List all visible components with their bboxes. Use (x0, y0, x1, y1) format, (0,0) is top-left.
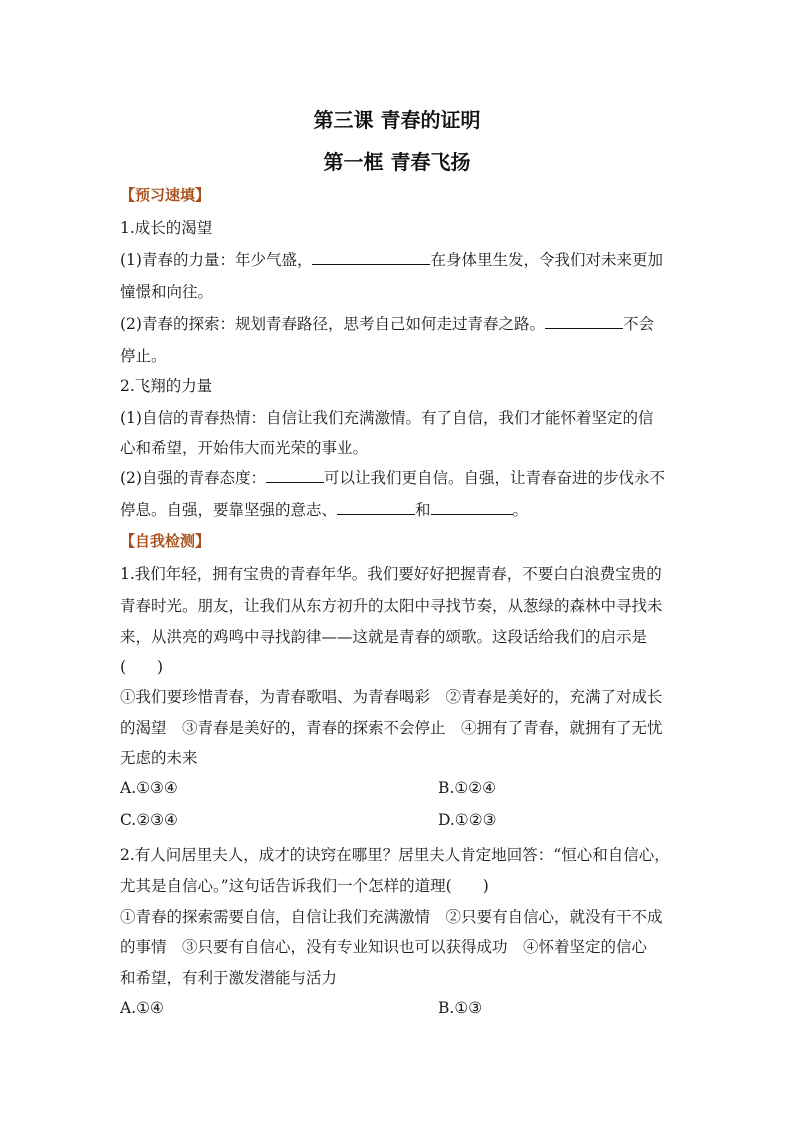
statement-line: ①我们要珍惜青春，为青春歌唱、为青春喝彩 ②青春是美好的，充满了对成长 (120, 688, 663, 706)
preview-line: 憧憬和向往。 (120, 283, 214, 301)
option-b[interactable]: B.①③ (438, 999, 483, 1017)
self-check-heading: 【自我检测】 (120, 532, 211, 550)
question-line: 2.有人问居里夫人，成才的诀窍在哪里？居里夫人肯定地回答：“恒心和自信心， (120, 846, 670, 864)
preview-text: 不会 (622, 315, 654, 333)
question-line: 青春时光。朋友，让我们从东方初升的太阳中寻找节奏，从葱绿的森林中寻找未 (120, 597, 663, 615)
preview-line (120, 498, 680, 520)
question-line: 1.我们年轻，拥有宝贵的青春年华。我们要好好把握青春，不要白白浪费宝贵的 (120, 565, 662, 583)
fill-blank[interactable] (431, 499, 513, 516)
option-b[interactable]: B.①②④ (438, 779, 497, 797)
lesson-title: 第三课 青春的证明 (313, 108, 481, 132)
preview-heading-1: 1.成长的渴望 (120, 219, 213, 237)
option-a[interactable]: A.①④ (120, 999, 164, 1017)
option-c[interactable]: C.②③④ (120, 811, 178, 829)
preview-text: 停息。自强，要靠坚强的意志、 (120, 501, 338, 519)
preview-line: (1)自信的青春热情：自信让我们充满激情。有了自信，我们才能怀着坚定的信 (120, 409, 654, 427)
option-a[interactable]: A.①③④ (120, 779, 178, 797)
fill-blank[interactable] (545, 313, 623, 330)
statement-line: 的事情 ③只要有自信心，没有专业知识也可以获得成功 ④怀着坚定的信心 (120, 938, 648, 956)
preview-line (120, 248, 680, 270)
answer-bracket: ( ) (120, 658, 164, 676)
question-line: 尤其是自信心。”这句话告诉我们一个怎样的道理( ) (120, 877, 489, 895)
preview-line (120, 312, 680, 334)
preview-text: (2)青春的探索：规划青春路径，思考自己如何走过青春之路。 (120, 315, 545, 333)
preview-text: (2)自强的青春态度： (120, 469, 266, 487)
fill-blank[interactable] (312, 249, 430, 266)
preview-text: (1)青春的力量：年少气盛， (120, 251, 313, 269)
preview-text: 。 (512, 501, 529, 519)
statement-line: 和希望，有利于激发潜能与活力 (120, 969, 338, 987)
fill-blank[interactable] (266, 467, 324, 484)
statement-line: ①青春的探索需要自信，自信让我们充满激情 ②只要有自信心，就没有干不成 (120, 908, 663, 926)
preview-heading: 【预习速填】 (120, 186, 211, 204)
preview-line: 心和希望，开始伟大而光荣的事业。 (120, 439, 369, 457)
statement-line: 无虑的未来 (120, 749, 198, 767)
preview-text: 可以让我们更自信。自强，让青春奋进的步伐永不 (323, 469, 665, 487)
preview-line (120, 466, 680, 488)
section-title: 第一框 青春飞扬 (323, 150, 471, 174)
preview-heading-2: 2.飞翔的力量 (120, 377, 213, 395)
option-d[interactable]: D.①②③ (438, 811, 497, 829)
preview-text: 和 (415, 501, 431, 519)
fill-blank[interactable] (337, 499, 415, 516)
question-line: 来，从洪亮的鸡鸣中寻找韵律——这就是青春的颂歌。这段话给我们的启示是 (120, 628, 648, 646)
preview-line: 停止。 (120, 347, 167, 365)
statement-line: 的渴望 ③青春是美好的，青春的探索不会停止 ④拥有了青春，就拥有了无忧 (120, 719, 663, 737)
preview-text: 在身体里生发，令我们对未来更加 (430, 251, 663, 269)
